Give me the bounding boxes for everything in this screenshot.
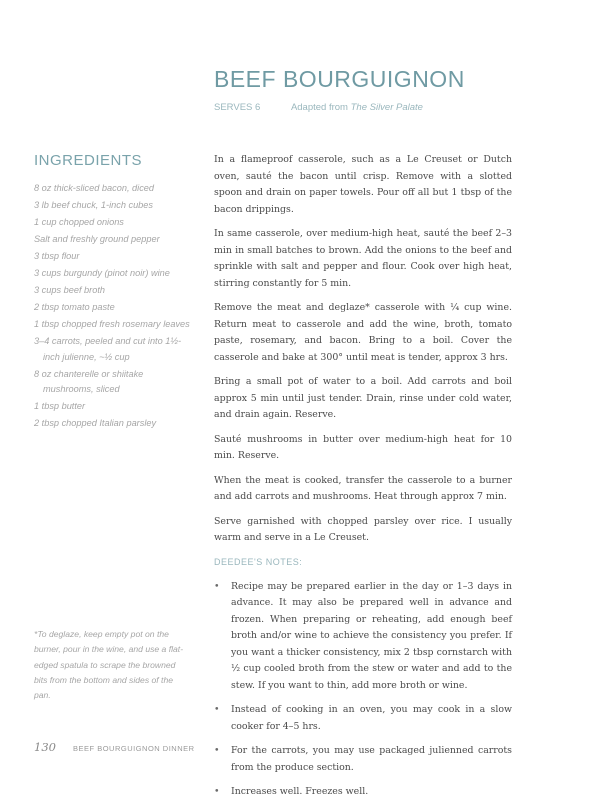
instruction-paragraph: When the meat is cooked, transfer the casserole to a burner and add carrots and mushrooms. Heat through approx 7 min. [214, 474, 512, 502]
ingredient-item: 3–4 carrots, peeled and cut into 1½-inch julienne, ~½ cup [34, 336, 182, 362]
ingredient-item: 2 tbsp chopped Italian parsley [34, 418, 157, 428]
note-item: • Instead of cooking in an oven, you may cook in a slow cooker for 4–5 hrs. [214, 702, 512, 735]
note-item: • Recipe may be prepared earlier in the day or 1–3 days in advance. It may also be prepared well in advance and frozen. When preparing or reheating, add enough beef broth and/or wine to achieve the consistency you prefer. If you want a thicker consistency, mix 2 tbsp cornstarch with ½ cup cooled broth from the stew or water and add to the stew. If you want to thin, add more broth or wine. [214, 579, 512, 695]
ingredient-item: 1 tbsp butter [34, 401, 86, 411]
instruction-paragraph: Sauté mushrooms in butter over medium-high heat for 10 min. Reserve. [214, 433, 512, 461]
adapted-source: The Silver Palate [350, 102, 423, 113]
ingredient-item: 2 tbsp tomato paste [34, 302, 115, 312]
ingredient-item: 8 oz chanterelle or shiitake mushrooms, sliced [34, 368, 144, 394]
ingredient-item: 3 tbsp flour [34, 251, 80, 261]
instruction-paragraph: Remove the meat and deglaze* casserole with ¼ cup wine. Return meat to casserole and add the wine, broth, tomato paste, rosemary, and bacon. Bring to a boil. Cover the casserole and bake at 300° until meat is tender, approx 3 hrs. [214, 302, 512, 363]
instruction-paragraph: Serve garnished with chopped parsley over rice. I usually warm and serve in a Le Creuset. [214, 515, 512, 543]
ingredient-item: 3 cups burgundy (pinot noir) wine [34, 268, 170, 278]
page-footer [34, 736, 195, 755]
page-number: 130 [34, 740, 56, 754]
ingredient-item: 8 oz thick-sliced bacon, diced [34, 183, 155, 193]
running-head: BEEF BOURGUIGNON DINNER [73, 744, 195, 753]
instruction-paragraph: Bring a small pot of water to a boil. Add carrots and boil approx 5 min until just tender. Drain, rinse under cold water, and drain again. Reserve. [214, 376, 512, 420]
note-item: • For the carrots, you may use packaged julienned carrots from the produce section. [214, 743, 512, 776]
ingredients-list [34, 181, 194, 433]
ingredient-item: 1 cup chopped onions [34, 217, 124, 227]
recipe-subline [214, 102, 423, 113]
notes-list [214, 579, 512, 801]
instructions-column [214, 152, 512, 809]
deglaze-footnote: *To deglaze, keep empty pot on the burner, pour in the wine, and use a flat-edged spatula to scrape the browned bits from the bottom and sides of the pan. [34, 629, 184, 701]
serves-label: SERVES 6 [214, 102, 261, 113]
ingredient-item: 3 cups beef broth [34, 285, 105, 295]
ingredient-item: Salt and freshly ground pepper [34, 234, 160, 244]
instruction-paragraph: In same casserole, over medium-high heat, sauté the beef 2–3 min in small batches to brown. Add the onions to the beef and sprinkle with salt and pepper and flour. Cook over high heat, stirring constantly for 5 min. [214, 228, 512, 289]
adapted-from [291, 102, 423, 113]
note-item: • Increases well. Freezes well. [214, 784, 512, 801]
instruction-paragraph: In a flameproof casserole, such as a Le Creuset or Dutch oven, sauté the bacon until crisp. Remove with a slotted spoon and drain on paper towels. Pour off all but 1 tbsp of the bacon drippings. [214, 154, 512, 215]
adapted-prefix: Adapted from [290, 102, 351, 113]
ingredient-item: 1 tbsp chopped fresh rosemary leaves [34, 319, 190, 329]
ingredients-heading: INGREDIENTS [34, 152, 143, 169]
ingredient-item: 3 lb beef chuck, 1-inch cubes [34, 200, 153, 210]
recipe-title: BEEF BOURGUIGNON [214, 66, 465, 92]
notes-heading: DEEDEE'S NOTES: [214, 556, 303, 567]
